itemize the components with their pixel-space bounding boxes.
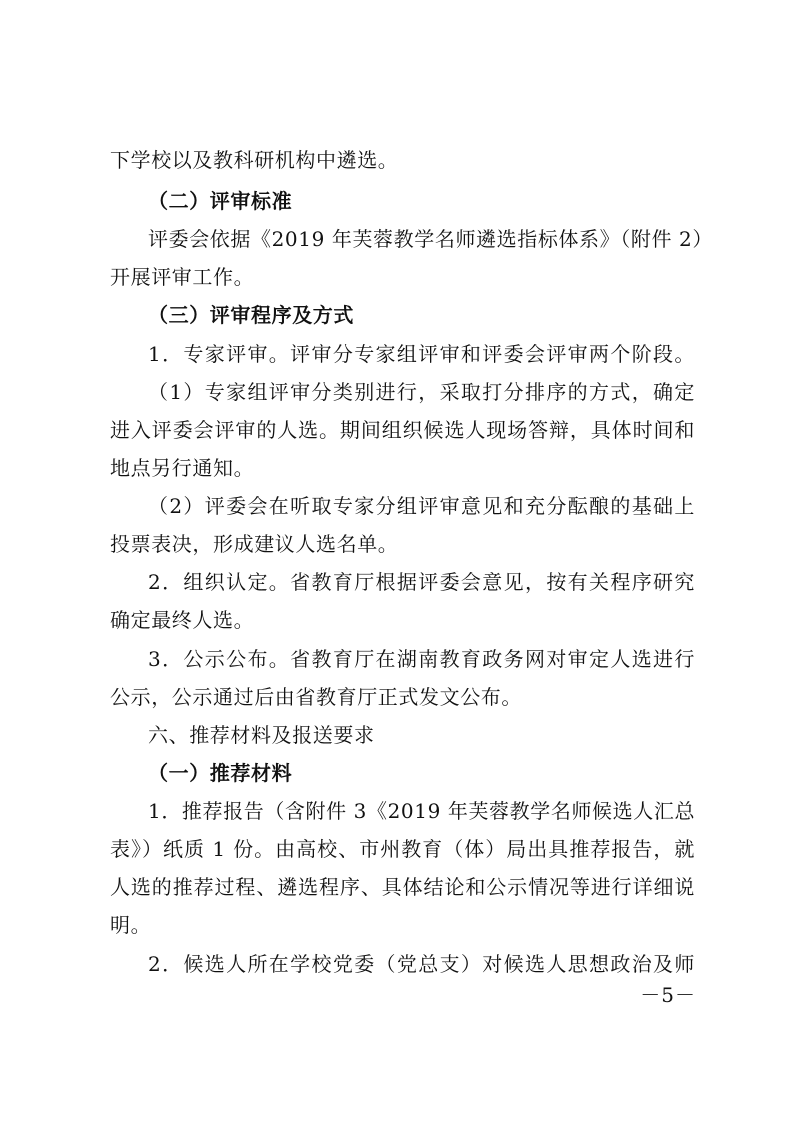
paragraph-line: 确定最终人选。	[110, 608, 255, 632]
paragraph-line: 3．公示公布。省教育厅在湖南教育政务网对审定人选进行	[148, 647, 695, 671]
paragraph-line: 表》）纸质 1 份。由高校、市州教育（体）局出具推荐报告，就	[110, 837, 695, 861]
subsection-heading: （三）评审程序及方式	[148, 303, 354, 327]
subsection-heading: （二）评审标准	[148, 189, 293, 213]
paragraph-line: 2．组织认定。省教育厅根据评委会意见，按有关程序研究	[148, 570, 695, 594]
paragraph-line: 1．推荐报告（含附件 3《2019 年芙蓉教学名师候选人汇总	[148, 799, 696, 823]
paragraph-line: 开展评审工作。	[110, 265, 255, 289]
paragraph-line: 人选的推荐过程、遴选程序、具体结论和公示情况等进行详细说	[110, 875, 695, 899]
paragraph-line: 地点另行通知。	[110, 456, 255, 480]
paragraph-line: 2．候选人所在学校党委（党总支）对候选人思想政治及师	[148, 952, 695, 976]
paragraph-line: 投票表决，形成建议人选名单。	[110, 532, 399, 556]
paragraph-line: 公示，公示通过后由省教育厅正式发文公布。	[110, 685, 522, 709]
section-heading: 六、推荐材料及报送要求	[148, 723, 375, 747]
paragraph-line: 评委会依据《2019 年芙蓉教学名师遴选指标体系》（附件 2）	[148, 227, 713, 251]
paragraph-line: 明。	[110, 913, 152, 937]
paragraph-line: （1）专家组评审分类别进行，采取打分排序的方式，确定	[148, 380, 695, 404]
paragraph-line: （2）评委会在听取专家分组评审意见和充分酝酿的基础上	[148, 494, 695, 518]
paragraph-line: 进入评委会评审的人选。期间组织候选人现场答辩，具体时间和	[110, 418, 695, 442]
paragraph-line: 下学校以及教科研机构中遴选。	[110, 148, 399, 172]
page-number: －5－	[640, 983, 696, 1007]
subsection-heading: （一）推荐材料	[148, 761, 293, 785]
paragraph-line: 1．专家评审。评审分专家组评审和评委会评审两个阶段。	[148, 342, 695, 366]
